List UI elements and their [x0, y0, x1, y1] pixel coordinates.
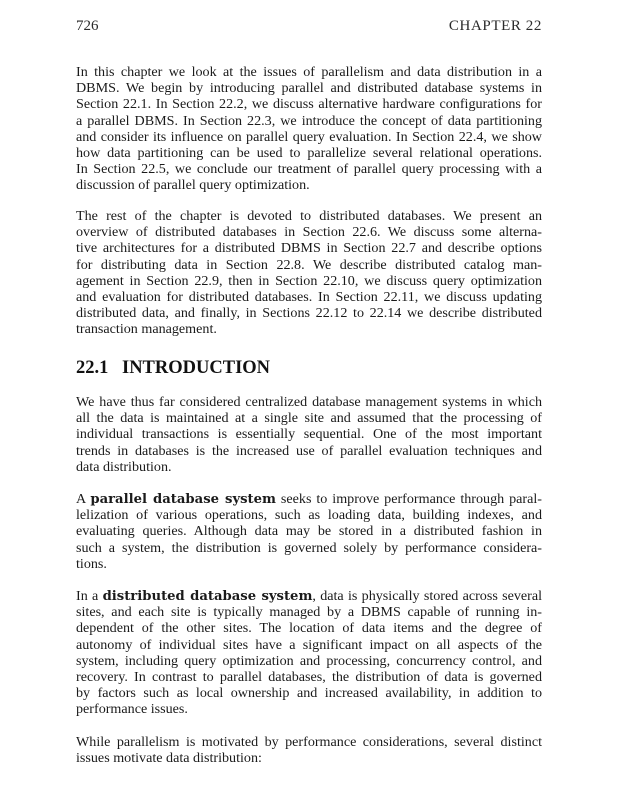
text-line: While parallelism is motivated by performance considerations, several distinct [76, 734, 542, 750]
section-number: 22.1 [76, 358, 109, 378]
text-line: We have thus far considered centralized database management systems in which [76, 394, 542, 410]
text-fragment: A [76, 491, 91, 507]
text-line: tive architectures for a distributed DBMS in Section 22.7 and describe options [76, 240, 542, 257]
text-line: by factors such as local ownership and increased availability, in addition to [76, 685, 542, 702]
text-line: discussion of parallel query optimization. [76, 177, 310, 194]
text-line: recovery. In contrast to parallel databases, the distribution of data is governed [76, 668, 542, 685]
text-line: system, including query optimization and processing, concurrency control, and [76, 652, 542, 669]
text-fragment: , data is physically stored across several [312, 588, 542, 604]
text-line: sites, and each site is typically managed by a DBMS capable of running in- [76, 604, 542, 621]
section-title: INTRODUCTION [122, 358, 271, 378]
intro-paragraph-2 [76, 208, 542, 338]
text-line: data distribution. [76, 458, 172, 475]
text-line: transaction management. [76, 321, 217, 338]
text-line: and consider its influence on parallel query evaluation. In Section 22.4, we show [76, 128, 542, 145]
text-fragment: seeks to improve performance through paral- [275, 491, 542, 507]
text-line: and evaluation for distributed databases. In Section 22.11, we discuss updating [76, 288, 542, 305]
text-line: distributed data, and finally, in Sections 22.12 to 22.14 we describe distributed [76, 305, 542, 322]
text-line: Section 22.1. In Section 22.2, we discuss alternative hardware configurations for [76, 96, 542, 113]
motivation-paragraph [76, 734, 542, 766]
text-line: individual transactions is essentially sequential. One of the most important [76, 426, 542, 443]
page-header [76, 18, 542, 40]
text-line [76, 588, 542, 604]
text-line: tions. [76, 555, 107, 572]
text-line: DBMS. We begin by introducing parallel and distributed database systems in [76, 80, 542, 97]
text-line: In this chapter we look at the issues of parallelism and data distribution in a [76, 64, 542, 80]
text-line: issues motivate data distribution: [76, 750, 262, 767]
section-heading [76, 358, 542, 382]
parallel-db-paragraph [76, 491, 542, 572]
text-line [76, 491, 542, 507]
page-number: 726 [76, 18, 99, 34]
text-line: autonomy of individual sites have a significant impact on all aspects of the [76, 636, 542, 653]
text-line: such a system, the distribution is governed solely by performance considera- [76, 539, 542, 556]
text-line: agement in Section 22.9, then in Section 22.10, we discuss query optimization [76, 272, 542, 289]
text-line: lelization of various operations, such as loading data, building indexes, and [76, 507, 542, 524]
text-line: for distributing data in Section 22.8. We describe distributed catalog man- [76, 256, 542, 273]
text-line: The rest of the chapter is devoted to distributed databases. We present an [76, 208, 542, 224]
text-line: all the data is maintained at a single site and assumed that the processing of [76, 410, 542, 427]
running-head: CHAPTER 22 [448, 18, 542, 34]
text-line: overview of distributed databases in Section 22.6. We discuss some alterna- [76, 224, 542, 241]
text-line: evaluating queries. Although data may be stored in a distributed fashion in [76, 523, 542, 540]
text-line: In Section 22.5, we conclude our treatment of parallel query processing with a [76, 161, 542, 178]
term-distributed-database-system: distributed database system [102, 589, 313, 604]
distributed-db-paragraph [76, 588, 542, 718]
section-paragraph-1 [76, 394, 542, 475]
text-line: how data partitioning can be used to parallelize several relational operations. [76, 144, 542, 161]
text-fragment: In a [76, 588, 103, 604]
intro-paragraph-1 [76, 64, 542, 194]
text-line: performance issues. [76, 701, 188, 718]
text-line: a parallel DBMS. In Section 22.3, we introduce the concept of data partitioning [76, 112, 542, 129]
text-line: trends in databases is the increased use of parallel evaluation techniques and [76, 442, 542, 459]
term-parallel-database-system: parallel database system [90, 492, 276, 507]
text-line: dependent of the other sites. The location of data items and the degree of [76, 620, 542, 637]
